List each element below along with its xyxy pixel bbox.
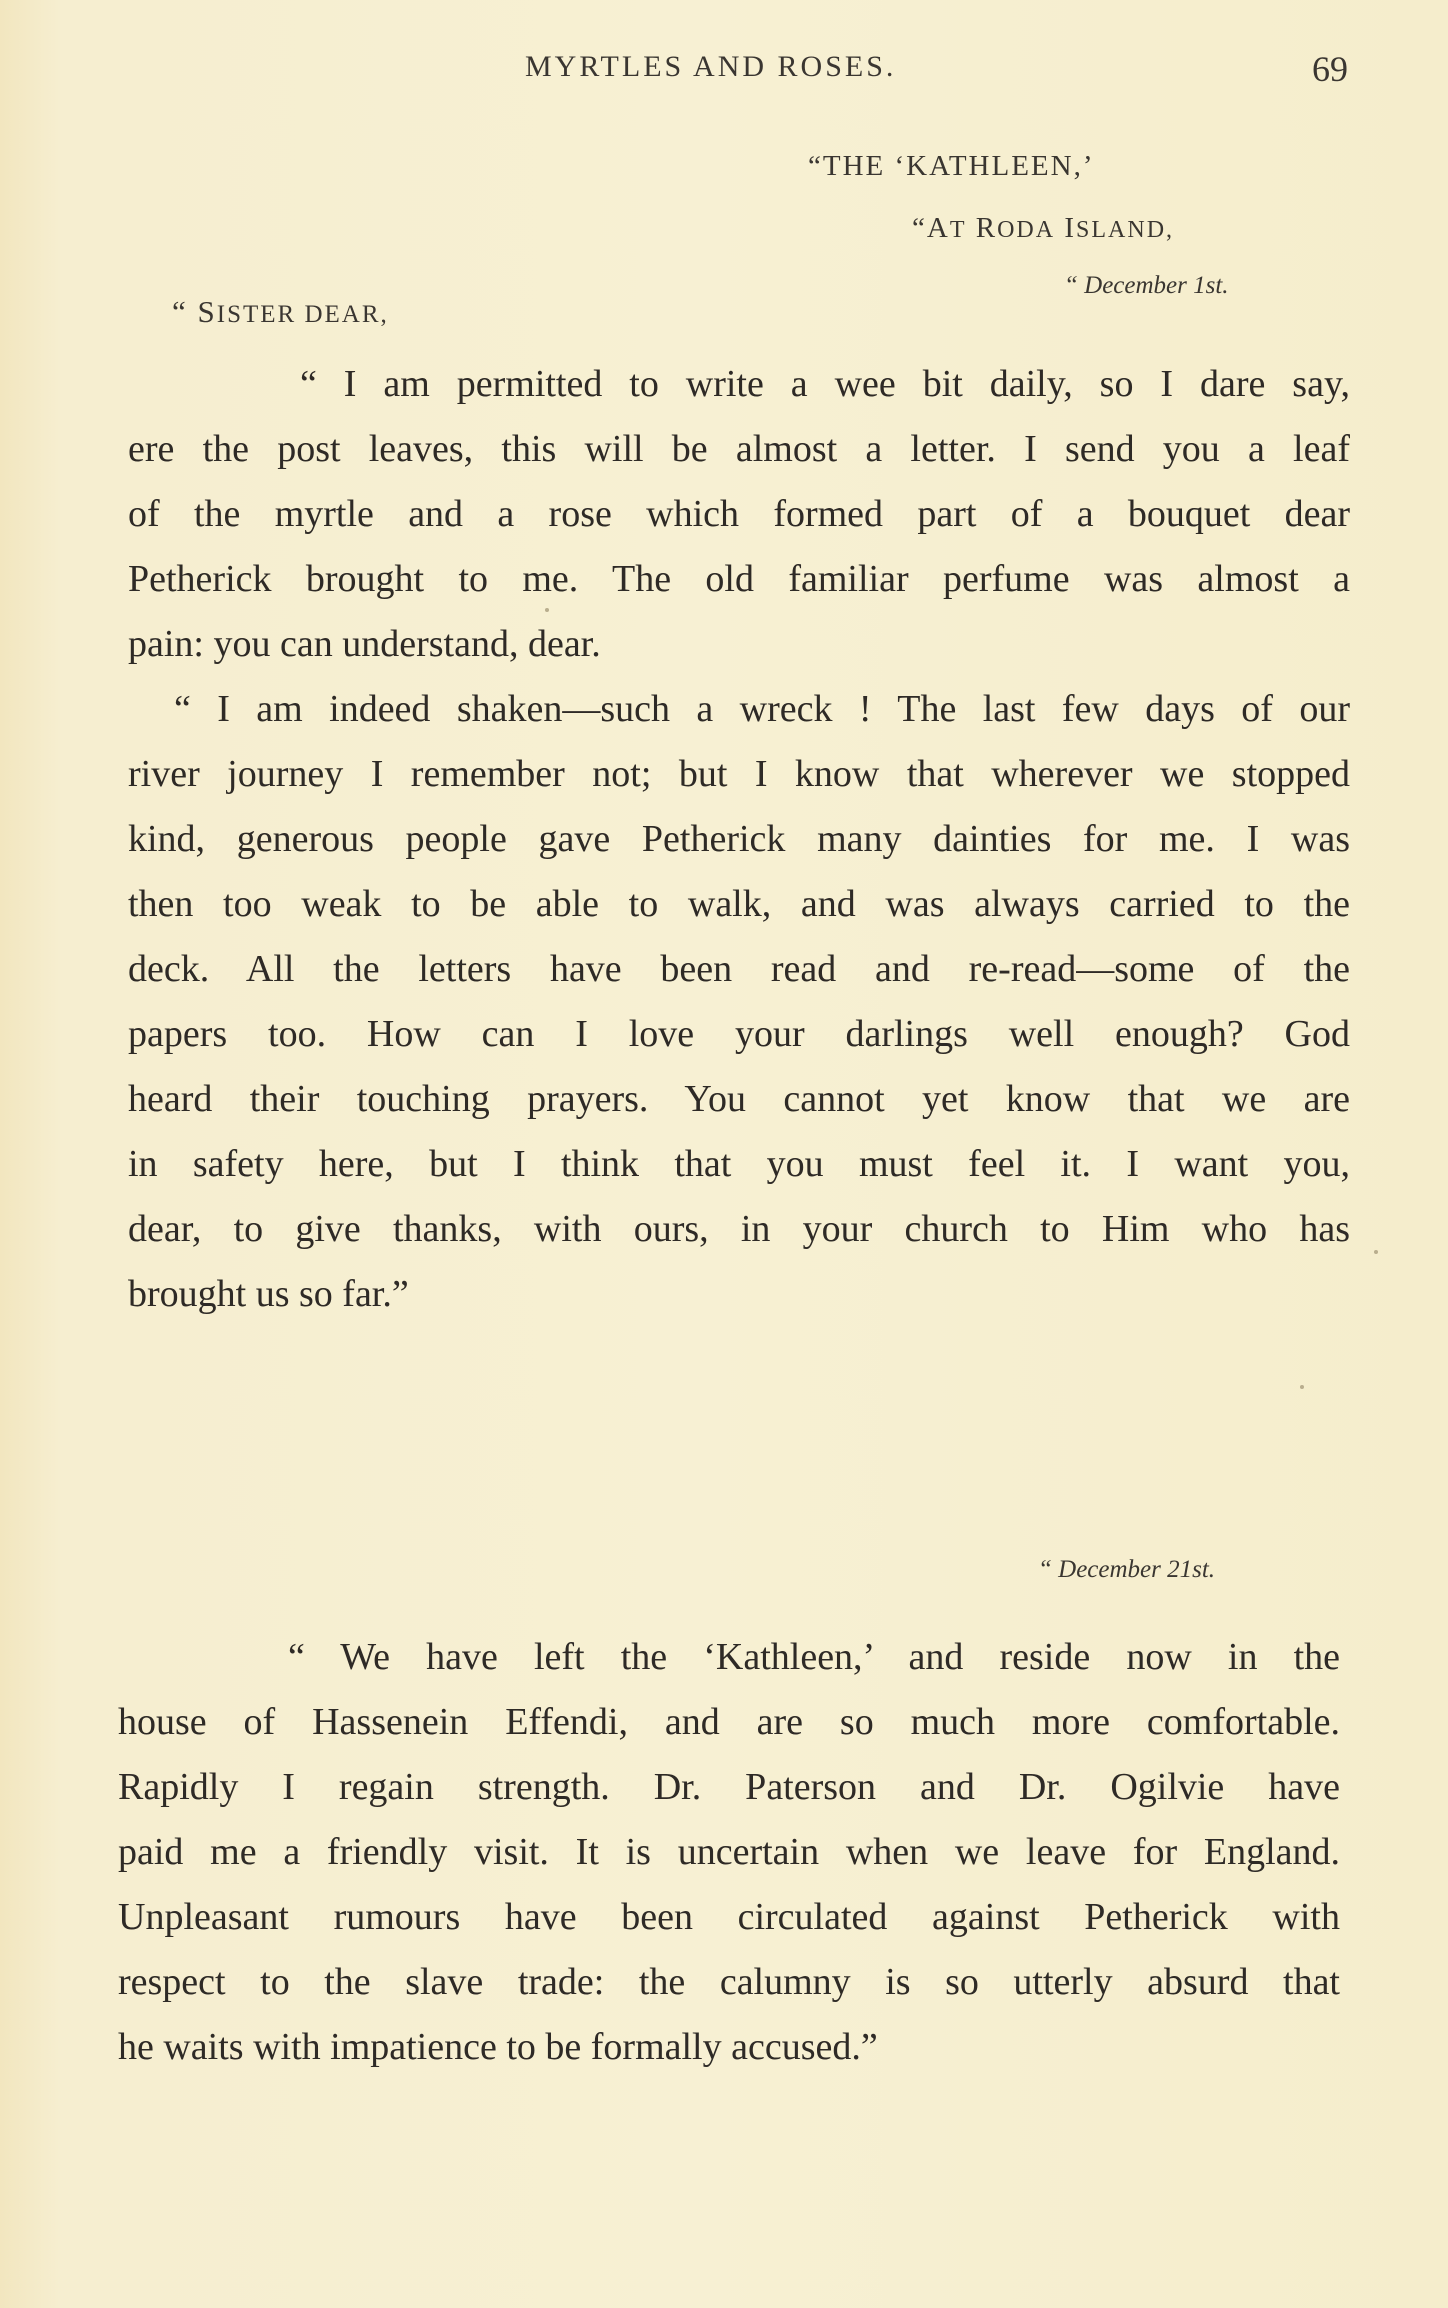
text-line: “ I am indeed shaken—such a wreck ! The last few days of our bbox=[174, 688, 1350, 730]
text-line: of the myrtle and a rose which formed part of a bouquet dear bbox=[128, 493, 1350, 535]
text-line: dear, to give thanks, with ours, in your church to Him who has bbox=[128, 1208, 1350, 1250]
text-line: deck. All the letters have been read and re-read—some of the bbox=[128, 948, 1350, 990]
place-i: I bbox=[1055, 212, 1077, 244]
text-line: paid me a friendly visit. It is uncertain when we leave for England. bbox=[118, 1831, 1340, 1873]
letter1-paragraph-1 bbox=[128, 352, 1350, 677]
salutation bbox=[172, 294, 389, 330]
letter1-paragraph-2 bbox=[128, 677, 1350, 1327]
text-line: brought us so far.” bbox=[128, 1273, 409, 1315]
letter2-date: “ December 21st. bbox=[1038, 1556, 1216, 1583]
text-line: pain: you can understand, dear. bbox=[128, 623, 601, 665]
text-line: in safety here, but I think that you must feel it. I want you, bbox=[128, 1143, 1350, 1185]
text-line: Unpleasant rumours have been circulated against Petherick with bbox=[118, 1896, 1340, 1938]
page-number: 69 bbox=[1312, 49, 1348, 89]
text-line: papers too. How can I love your darlings well enough? God bbox=[128, 1013, 1350, 1055]
place-prefix: “A bbox=[912, 212, 950, 244]
letter-heading-ship: “THE ‘KATHLEEN,’ bbox=[808, 150, 1095, 182]
letter2-paragraph bbox=[118, 1625, 1340, 2080]
salutation-initial: “ S bbox=[172, 294, 217, 329]
text-line: house of Hassenein Effendi, and are so much more comfortable. bbox=[118, 1701, 1340, 1743]
paper-speck bbox=[1300, 1385, 1304, 1389]
text-line: “ We have left the ‘Kathleen,’ and reside now in the bbox=[288, 1636, 1340, 1678]
place-sc-2: ODA bbox=[997, 217, 1056, 243]
text-line: heard their touching prayers. You cannot yet know that we are bbox=[128, 1078, 1350, 1120]
text-line: then too weak to be able to walk, and was always carried to the bbox=[128, 883, 1350, 925]
salutation-rest: ISTER DEAR, bbox=[216, 301, 389, 328]
paper-speck bbox=[1374, 1250, 1378, 1254]
text-line: kind, generous people gave Petherick many dainties for me. I was bbox=[128, 818, 1350, 860]
text-line: respect to the slave trade: the calumny is so utterly absurd that bbox=[118, 1961, 1340, 2003]
text-line: Petherick brought to me. The old familiar perfume was almost a bbox=[128, 558, 1350, 600]
running-title: MYRTLES AND ROSES. bbox=[525, 50, 897, 83]
paper-speck bbox=[545, 608, 549, 612]
text-line: river journey I remember not; but I know that wherever we stopped bbox=[128, 753, 1350, 795]
text-line: he waits with impatience to be formally accused.” bbox=[118, 2026, 878, 2068]
text-line: ere the post leaves, this will be almost a letter. I send you a leaf bbox=[128, 428, 1350, 470]
letter-heading-place bbox=[912, 212, 1174, 245]
letter1-date: “ December 1st. bbox=[1064, 272, 1229, 299]
text-line: Rapidly I regain strength. Dr. Paterson and Dr. Ogilvie have bbox=[118, 1766, 1340, 1808]
running-head bbox=[0, 50, 1448, 90]
place-r: R bbox=[966, 212, 998, 244]
place-sc-3: SLAND, bbox=[1076, 217, 1175, 243]
place-sc-1: T bbox=[949, 217, 967, 243]
text-line: “ I am permitted to write a wee bit daily, so I dare say, bbox=[300, 363, 1350, 405]
